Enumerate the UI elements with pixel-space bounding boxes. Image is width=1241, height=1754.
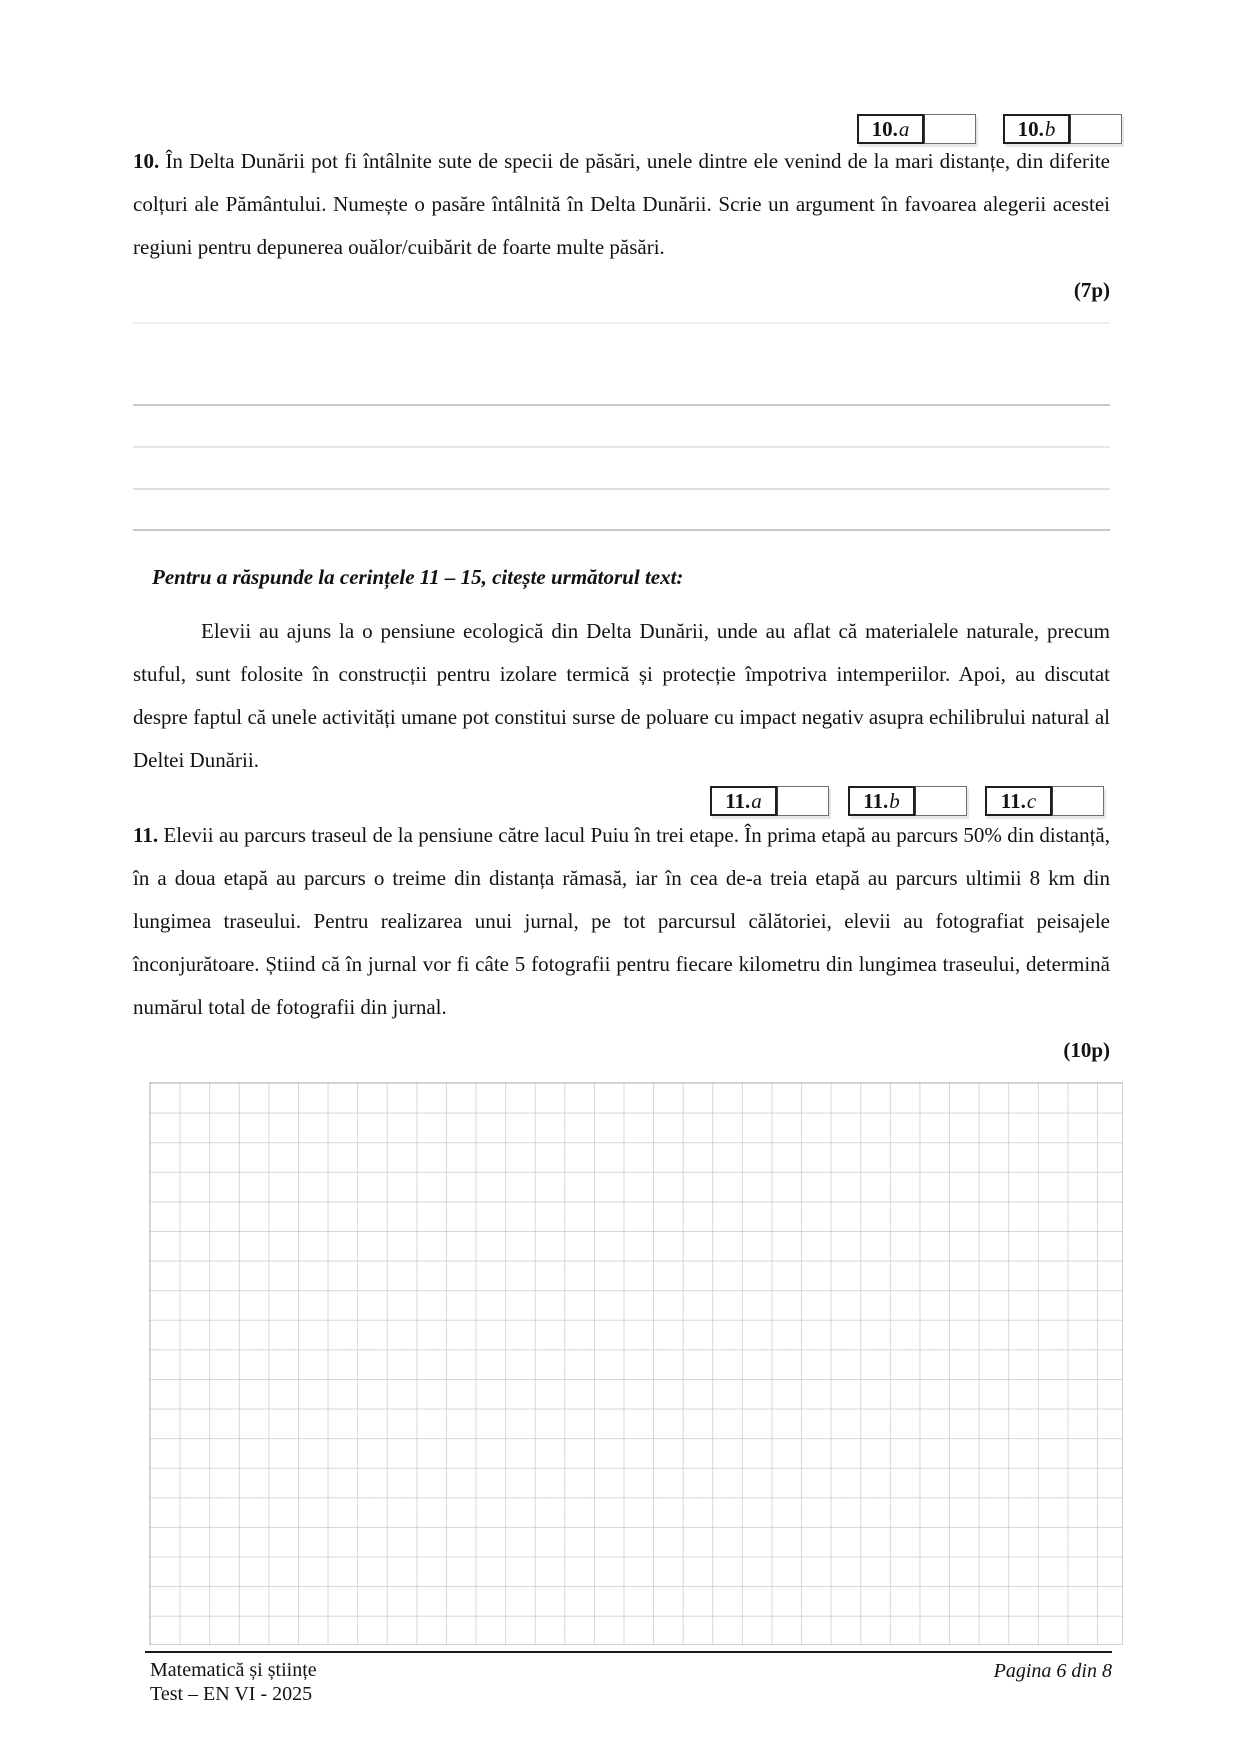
- score-box-11a-label: [710, 786, 777, 816]
- footer-page-number: Pagina 6 din 8: [993, 1660, 1112, 1682]
- answer-line: [133, 488, 1110, 490]
- grid-paper: [149, 1082, 1123, 1645]
- score-box-11c-letter: c: [1026, 788, 1037, 813]
- question-11-text: [133, 814, 1110, 1029]
- reading-paragraph: Elevii au ajuns la o pensiune ecologică din Delta Dunării, unde au aflat că materialele naturale, precum stuful, sunt folosite în construcții pentru izolare termică și protecție împotriva intemperiilor. Apoi, au discutat despre faptul că unele activități umane pot constitui surse de poluare cu impact negativ asupra echilibrului natural al Deltei Dunării.: [133, 619, 1110, 772]
- answer-line: [133, 529, 1110, 531]
- score-box-11c-label: [985, 786, 1052, 816]
- footer-test-name: Test – EN VI - 2025: [150, 1683, 313, 1705]
- footer-rule: [145, 1651, 1112, 1653]
- answer-line: [133, 404, 1110, 406]
- question-11-number: 11.: [133, 823, 159, 847]
- answer-line: [133, 446, 1110, 448]
- footer-doc-title: [150, 1658, 317, 1706]
- answer-line: [133, 322, 1110, 324]
- score-box-11a-score-cell: [777, 786, 829, 816]
- score-box-11c-score-cell: [1052, 786, 1104, 816]
- footer-subject: Matematică și științe: [150, 1659, 317, 1681]
- score-box-10b-number: 10.: [1017, 116, 1044, 141]
- question-11-body: Elevii au parcurs traseul de la pensiune către lacul Puiu în trei etape. În prima etapă au parcurs 50% din distanță, în a doua etapă au parcurs o treime din distanța rămasă, iar în cea de-a treia etapă au parcurs ultimii 8 km din lungimea traseului. Pentru realizarea unui jurnal, pe tot parcursul călătoriei, elevii au fotografiat peisajele înconjurătoare. Știind că în jurnal vor fi câte 5 fotografii pentru fiecare kilometru din lungimea traseului, determină numărul total de fotografii din jurnal.: [133, 823, 1110, 1019]
- score-box-11a: [710, 786, 829, 816]
- question-10-points: (7p): [1073, 278, 1110, 302]
- score-box-11b: [848, 786, 967, 816]
- score-box-10a-letter: a: [898, 116, 910, 141]
- score-box-11c: [985, 786, 1104, 816]
- score-box-11a-letter: a: [751, 788, 762, 813]
- question-10-text: [133, 140, 1110, 269]
- score-box-11b-number: 11.: [863, 788, 889, 813]
- score-box-10a-number: 10.: [871, 116, 898, 141]
- question-11-points: (10p): [1063, 1038, 1110, 1062]
- score-box-11c-number: 11.: [1000, 788, 1026, 813]
- score-box-11b-score-cell: [915, 786, 967, 816]
- score-box-11b-letter: b: [889, 788, 900, 813]
- question-10-number: 10.: [133, 149, 160, 173]
- score-box-11a-number: 11.: [725, 788, 751, 813]
- instruction-heading: Pentru a răspunde la cerințele 11 – 15, citește următorul text:: [152, 565, 684, 589]
- question-10-body: În Delta Dunării pot fi întâlnite sute de specii de păsări, unele dintre ele venind de la mari distanțe, din diferite colțuri ale Pământului. Numește o pasăre întâlnită în Delta Dunării. Scrie un argument în favoarea alegerii acestei regiuni pentru depunerea ouălor/cuibărit de foarte multe păsări.: [133, 149, 1110, 259]
- score-box-11b-label: [848, 786, 915, 816]
- score-box-10b-letter: b: [1044, 116, 1056, 141]
